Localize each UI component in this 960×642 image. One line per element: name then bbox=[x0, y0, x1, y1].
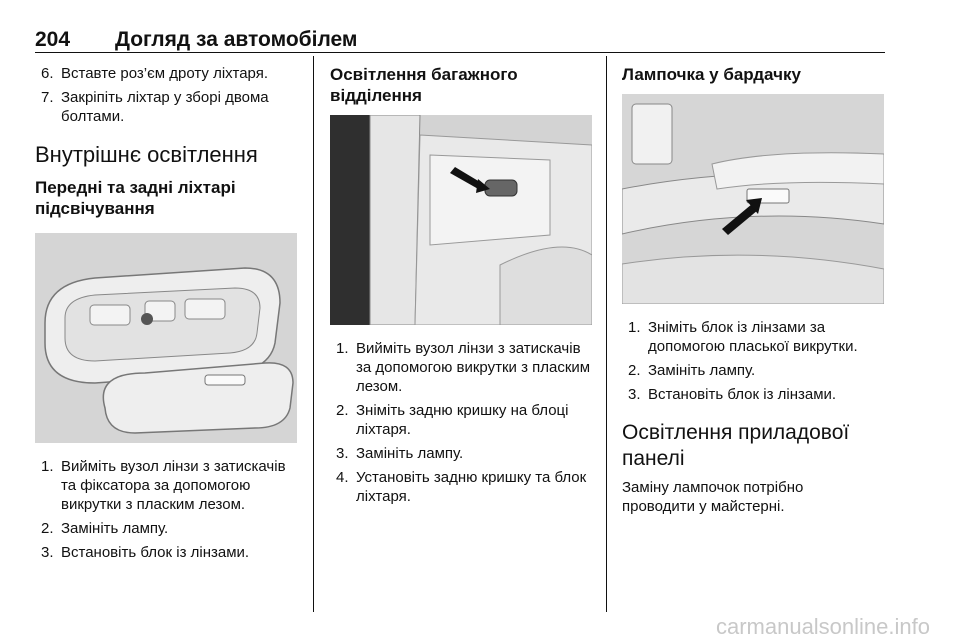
list-item: 2. Зніміть задню кришку на блоці ліхтаря. bbox=[336, 402, 569, 438]
top-step-list bbox=[35, 64, 300, 126]
column-divider bbox=[313, 56, 314, 612]
column-divider bbox=[606, 56, 607, 612]
section-title-glovebox-light: Лампочка у бардачку bbox=[622, 65, 801, 84]
list-item: 3. Замініть лампу. bbox=[336, 445, 464, 462]
watermark: carmanualsonline.info bbox=[715, 614, 930, 639]
section-title-luggage-lighting: Освітлення багажного відділення bbox=[330, 65, 518, 105]
list-item: 7. Закріпіть ліхтар у зборі двома болтами. bbox=[41, 89, 269, 125]
subsection-title-courtesy-lights: Передні та задні ліхтарі підсвічування bbox=[35, 178, 236, 218]
running-title: Догляд за автомобілем bbox=[115, 28, 358, 51]
list-item: 3. Встановіть блок із лінзами. bbox=[628, 386, 837, 403]
list-item: 2. Замініть лампу. bbox=[628, 362, 756, 379]
figure-luggage-light bbox=[330, 115, 592, 325]
step-list bbox=[622, 318, 888, 404]
list-item: 1. Вийміть вузол лінзи з затискачів за допомогою викрутки з пласким лезом. bbox=[336, 340, 591, 395]
step-list bbox=[35, 457, 300, 562]
column-3 bbox=[622, 64, 888, 516]
list-item: 4. Установіть задню кришку та блок ліхтаря. bbox=[336, 469, 587, 505]
section-title-interior-lighting: Внутрішнє освітлення bbox=[35, 142, 258, 167]
section-title-instrument-lighting: Освітлення приладової панелі bbox=[622, 421, 850, 470]
figure-glovebox-light bbox=[622, 94, 884, 304]
page-number: 204 bbox=[35, 28, 71, 51]
page-header bbox=[35, 28, 885, 53]
list-item: 1. Зніміть блок із лінзами за допомогою пласької викрутки. bbox=[628, 319, 858, 355]
column-1 bbox=[35, 64, 300, 567]
step-list bbox=[330, 339, 596, 506]
instrument-lighting-body: Заміну лампочок потрібно проводити у майстерні. bbox=[622, 479, 804, 515]
list-item: 3. Встановіть блок із лінзами. bbox=[41, 544, 250, 561]
list-item: 2. Замініть лампу. bbox=[41, 520, 169, 537]
list-item: 1. Вийміть вузол лінзи з затискачів та фіксатора за допомогою викрутки з пласким лезом. bbox=[41, 458, 286, 513]
figure-door-light bbox=[35, 233, 297, 443]
list-item: 6. Вставте роз’єм дроту ліхтаря. bbox=[41, 65, 268, 82]
column-2 bbox=[330, 64, 596, 511]
